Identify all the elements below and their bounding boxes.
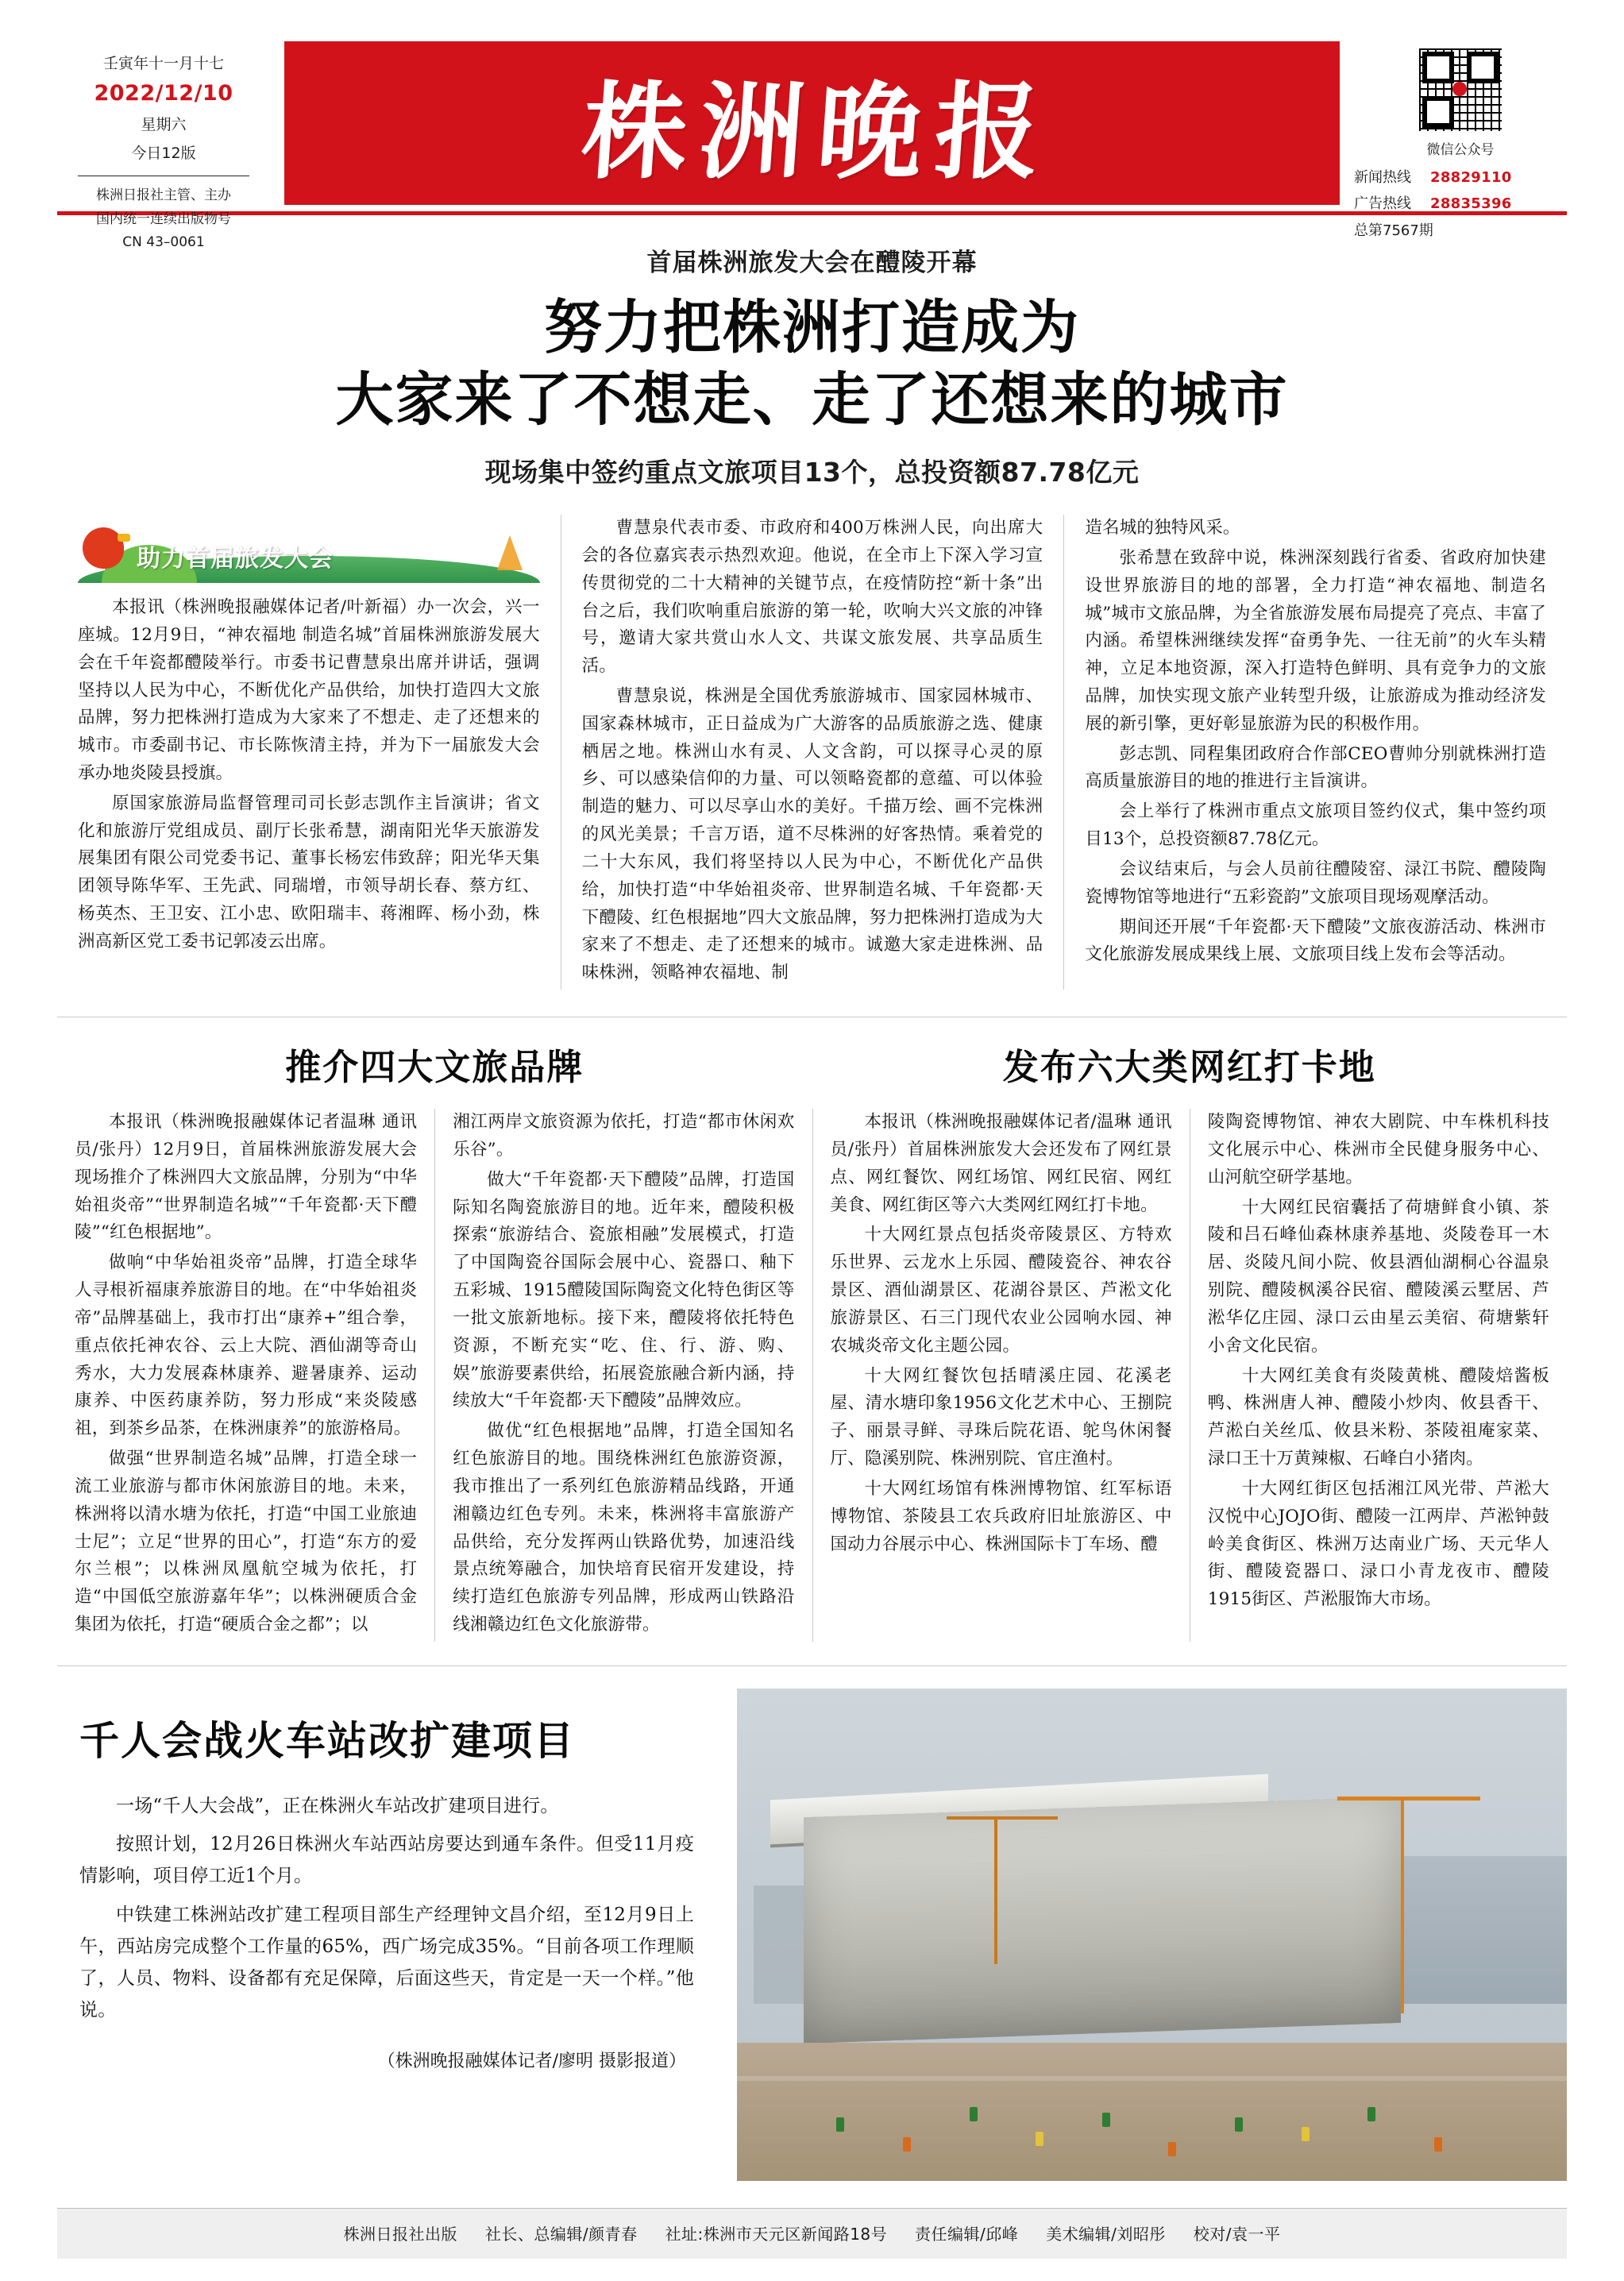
page-footer	[57, 2208, 1567, 2259]
footer-publisher: 株洲日报社出版	[343, 2224, 457, 2244]
paragraph: 做大“千年瓷都·天下醴陵”品牌，打造国际知名陶瓷旅游目的地。近年来，醴陵积极探索“旅游结合、瓷旅相融”发展模式，打造了中国陶瓷谷国际会展中心、瓷器口、釉下五彩城、1915醴陵国际陶瓷文化特色街区等一批文旅新地标。接下来，醴陵将依托特色资源，不断充实“吃、住、行、游、购、娱”旅游要素供给，拓展瓷旅融合新内涵，持续放大“千年瓷都·天下醴陵”品牌效应。	[453, 1169, 795, 1411]
footer-proofreader: 校对/袁一平	[1193, 2224, 1281, 2244]
paragraph: 十大网红景点包括炎帝陵景区、方特欢乐世界、云龙水上乐园、醴陵瓷谷、神农谷景区、酒仙湖景区、花湖谷景区、芦淞文化旅游景区、石三门现代农业公园响水园、神农城炎帝文化主题公园。	[830, 1225, 1172, 1356]
paragraph: 期间还开展“千年瓷都·天下醴陵”文旅夜游活动、株洲市文化旅游发展成果线上展、文旅项目线上发布会等活动。	[1085, 917, 1546, 965]
issue-number: 总第7567期	[1354, 222, 1433, 239]
publication-date: 2022/12/10	[94, 81, 233, 106]
paragraph: 一场“千人大会战”，正在株洲火车站改扩建项目进行。	[116, 1795, 559, 1816]
paragraph: 十大网红街区包括湘江风光带、芦淞大汉悦中心JOJO街、醴陵一江两岸、芦淞钟鼓岭美食街区、株洲万达南业广场、天元华人街、醴陵瓷器口、渌口小青龙夜市、醴陵1915街区、芦淞服饰大市场。	[1207, 1478, 1549, 1610]
issn-label: 国内统一连续出版物号	[96, 210, 231, 227]
tourism-conference-logo-icon	[78, 515, 540, 583]
brands-column-1	[57, 1109, 434, 1642]
paragraph: 十大网红美食有炎陵黄桃、醴陵焙酱板鸭、株洲唐人神、醴陵小炒肉、攸县香干、芦淞白关丝瓜、攸县米粉、茶陵祖庵家菜、渌口王十万黄辣椒、石峰白小猪肉。	[1207, 1365, 1549, 1469]
masthead	[57, 0, 1567, 251]
wechat-label: 微信公众号	[1426, 142, 1495, 158]
feature-headline: 千人会战火车站改扩建项目	[79, 1717, 575, 1764]
feature-article	[57, 1689, 1567, 2181]
masthead-nameplate	[284, 41, 1340, 205]
paragraph: 会上举行了株洲市重点文旅项目签约仪式，集中签约项目13个，总投资额87.78亿元。	[1085, 801, 1546, 850]
paragraph: 十大网红餐饮包括晴溪庄园、花溪老屋、清水塘印象1956文化艺术中心、王捌院子、丽景寻鲜、寻珠后院花语、鸵鸟休闲餐厅、隐溪别院、株洲别院、官庄渔村。	[830, 1365, 1172, 1469]
section-title-brands: 推介四大文旅品牌	[285, 1046, 584, 1089]
main-headline-block	[57, 215, 1567, 497]
section-title-checkins: 发布六大类网红打卡地	[1002, 1046, 1376, 1089]
footer-art-editor: 美术编辑/刘昭彤	[1046, 2224, 1166, 2244]
ad-hotline-number: 28835396	[1430, 195, 1512, 213]
masthead-left-info	[57, 41, 270, 251]
qr-code-icon[interactable]	[1417, 46, 1504, 133]
paragraph: 中铁建工株洲站改扩建工程项目部生产经理钟文昌介绍，至12月9日上午，西站房完成整个工作量的65%，西广场完成35%。“目前各项工作理顺了，人员、物料、设备都有充足保障，后面这些天，肯定是一天一个样。”他说。	[79, 1904, 694, 2021]
photo-credit: （株洲晚报融媒体记者/廖明 摄影报道）	[377, 2051, 686, 2071]
news-hotline-number: 28829110	[1430, 169, 1512, 186]
paragraph: 按照计划，12月26日株洲火车站西站房要达到通车条件。但受11月疫情影响，项目停工近1个月。	[79, 1834, 694, 1887]
paragraph: 本报讯（株洲晚报融媒体记者/叶新福）办一次会，兴一座城。12月9日，“神农福地 制造名城”首届株洲旅游发展大会在千年瓷都醴陵举行。市委书记曹慧泉出席并讲话，强调坚持以人民为中心，不断优化产品供给，加快打造四大文旅品牌，努力把株洲打造成为大家来了不想走、走了还想来的城市。市委副书记、市长陈恢清主持，并为下一届旅发大会承办地炎陵县授旗。	[78, 597, 540, 783]
lunar-date: 壬寅年十一月十七	[102, 55, 224, 72]
issn-number: CN 43–0061	[122, 234, 205, 251]
headline-line-1: 努力把株洲打造成为	[544, 294, 1080, 361]
paragraph: 曹慧泉代表市委、市政府和400万株洲人民，向出席大会的各位嘉宾表示热烈欢迎。他说，在全市上下深入学习宣传贯彻党的二十大精神的关键节点，在疫情防控“新十条”出台之后，我们吹响重启旅游的第一轮，吹响大兴文旅的冲锋号，邀请大家共赏山水人文、共谋文旅发展、共享品质生活。	[581, 518, 1043, 677]
section-divider	[57, 1665, 1567, 1666]
news-hotline	[1354, 164, 1567, 191]
section-headlines	[57, 1017, 1567, 1090]
paragraph: 十大网红民宿囊括了荷塘鲜食小镇、茶陵和吕石峰仙森林康养基地、炎陵卷耳一木居、炎陵凡间小院、攸县酒仙湖桐心谷温泉别院、醴陵枫溪谷民宿、醴陵溪云墅居、芦淞华亿庄园、渌口云由星云美宿、荷塘紫轩小舍文化民宿。	[1207, 1197, 1549, 1356]
page-count: 今日12版	[131, 144, 196, 162]
paragraph: 湘江两岸文旅资源为依托，打造“都市休闲欢乐谷”。	[453, 1112, 795, 1160]
checkin-column-1	[812, 1109, 1190, 1642]
paragraph: 陵陶瓷博物馆、神农大剧院、中车株机科技文化展示中心、株洲市全民健身服务中心、山河航空研学基地。	[1207, 1112, 1549, 1187]
paragraph: 十大网红场馆有株洲博物馆、红军标语博物馆、茶陵县工农兵政府旧址旅游区、中国动力谷展示中心、株洲国际卡丁车场、醴	[830, 1478, 1172, 1554]
paragraph: 做强“世界制造名城”品牌，打造全球一流工业旅游与都市休闲旅游目的地。未来，株洲将以清水塘为依托，打造“中国工业旅迪士尼”；立足“世界的田心”，打造“东方的爱尔兰根”；以株洲凤凰航空城为依托，打造“中国低空旅游嘉年华”；以株洲硬质合金集团为依托，打造“硬质合金之都”；以	[75, 1449, 418, 1635]
sub-headline: 现场集中签约重点文旅项目13个，总投资额87.78亿元	[484, 457, 1140, 488]
paragraph: 原国家旅游局监督管理司司长彭志凯作主旨演讲；省文化和旅游厅党组成员、副厅长张希慧，湖南阳光华天旅游发展集团有限公司党委书记、董事长杨宏伟致辞；阳光华天集团领导陈华军、王先武、同瑞增，市领导胡长春、蔡方红、杨英杰、王卫安、江小忠、欧阳瑞丰、蒋湘晖、杨小劲，株洲高新区党工委书记郭凌云出席。	[78, 793, 540, 951]
paragraph: 彭志凯、同程集团政府合作部CEO曹帅分别就株洲打造高质量旅游目的地的推进行主旨演讲。	[1085, 743, 1546, 792]
paragraph: 张希慧在致辞中说，株洲深刻践行省委、省政府加快建设世界旅游目的地的部署，全力打造“神农福地、制造名城”城市文旅品牌，为全省旅游发展布局提亮了亮点、丰富了内涵。希望株洲继续发挥“奋勇争先、一往无前”的火车头精神，立足本地资源，深入打造特色鲜明、具有竞争力的文旅品牌，加快实现文旅产业转型升级，让旅游成为推动经济发展的新引擎，更好彰显旅游为民的积极作用。	[1085, 547, 1546, 734]
feature-text	[57, 1689, 710, 2181]
paragraph: 曹慧泉说，株洲是全国优秀旅游城市、国家园林城市、国家森林城市，正日益成为广大游客的品质旅游之选、健康栖居之地。株洲山水有灵、人文含韵，可以探寻心灵的原乡、可以感染信仰的力量、可以领略瓷都的意蕴、可以体验制造的魅力、可以尽享山水的美好。千描万绘、画不完株洲的风光美景；千言万语，道不尽株洲的好客热情。乘着党的二十大东风，我们将坚持以人民为中心，不断优化产品供给，加快打造“中华始祖炎帝、世界制造名城、千年瓷都·天下醴陵、红色根据地”四大文旅品牌，努力把株洲打造成为大家来了不想走、走了还想来的城市。诚邀大家走进株洲、品味株洲，领略神农福地、制	[581, 686, 1043, 983]
footer-responsible-editor: 责任编辑/邱峰	[915, 2224, 1019, 2244]
paragraph: 本报讯（株洲晚报融媒体记者/温琳 通讯员/张丹）首届株洲旅发大会还发布了网红景点、网红餐饮、网红场馆、网红民宿、网红美食、网红街区等六大类网红网红打卡地。	[830, 1112, 1172, 1215]
brands-column-2	[434, 1109, 812, 1642]
supervisor-line: 株洲日报社主管、主办	[96, 187, 231, 203]
paragraph: 做响“中华始祖炎帝”品牌，打造全球华人寻根祈福康养旅游目的地。在“中华始祖炎帝”品牌基础上，我市打出“康养+”组合拳，重点依托神农谷、云上大院、酒仙湖等奇山秀水，大力发展森林康养、避暑康养、运动康养、中医药康养防，努力形成“来炎陵感祖，到茶乡品茶，在株洲康养”的旅游格局。	[75, 1252, 418, 1439]
footer-address: 社址:株洲市天元区新闻路18号	[665, 2224, 888, 2244]
ad-hotline-label: 广告热线	[1354, 195, 1411, 213]
masthead-right-info	[1354, 41, 1567, 239]
paragraph: 造名城的独特风采。	[1085, 518, 1240, 538]
shoulder-headline: 首届株洲旅发大会在醴陵开幕	[646, 249, 978, 277]
paragraph: 会议结束后，与会人员前往醴陵窑、渌江书院、醴陵陶瓷博物馆等地进行“五彩瓷韵”文旅项目现场观摩活动。	[1085, 859, 1546, 907]
paragraph: 本报讯（株洲晚报融媒体记者温琳 通讯员/张丹）12月9日，首届株洲旅游发展大会现场推介了株洲四大文旅品牌，分别为“中华始祖炎帝”“世界制造名城”“千年瓷都·天下醴陵”“红色根据地”。	[75, 1112, 418, 1243]
weekday: 星期六	[141, 115, 187, 133]
paragraph: 做优“红色根据地”品牌，打造全国知名红色旅游目的地。围绕株洲红色旅游资源，我市推出了一系列红色旅游精品线路，开通湘赣边红色专列。未来，株洲将丰富旅游产品供给，充分发挥两山铁路优势，加速沿线景点统筹融合，加快培育民宿开发建设，持续打造红色旅游专列品牌，形成两山铁路沿线湘赣边红色文化旅游带。	[453, 1421, 795, 1635]
footer-editor-in-chief: 社长、总编辑/颜青春	[484, 2224, 638, 2244]
lead-column-3	[1063, 515, 1567, 990]
news-hotline-label: 新闻热线	[1354, 169, 1411, 186]
checkin-column-2	[1190, 1109, 1567, 1642]
lead-column-2	[561, 515, 1064, 990]
ad-hotline	[1354, 191, 1567, 217]
badge-label: 助力首届旅发大会	[137, 545, 334, 573]
newspaper-title: 株洲晚报	[577, 71, 1057, 194]
headline-line-2: 大家来了不想走、走了还想来的城市	[335, 365, 1289, 434]
lead-article	[57, 515, 1567, 990]
lead-column-1	[57, 515, 561, 990]
secondary-articles	[57, 1109, 1567, 1642]
construction-photo	[737, 1689, 1567, 2181]
